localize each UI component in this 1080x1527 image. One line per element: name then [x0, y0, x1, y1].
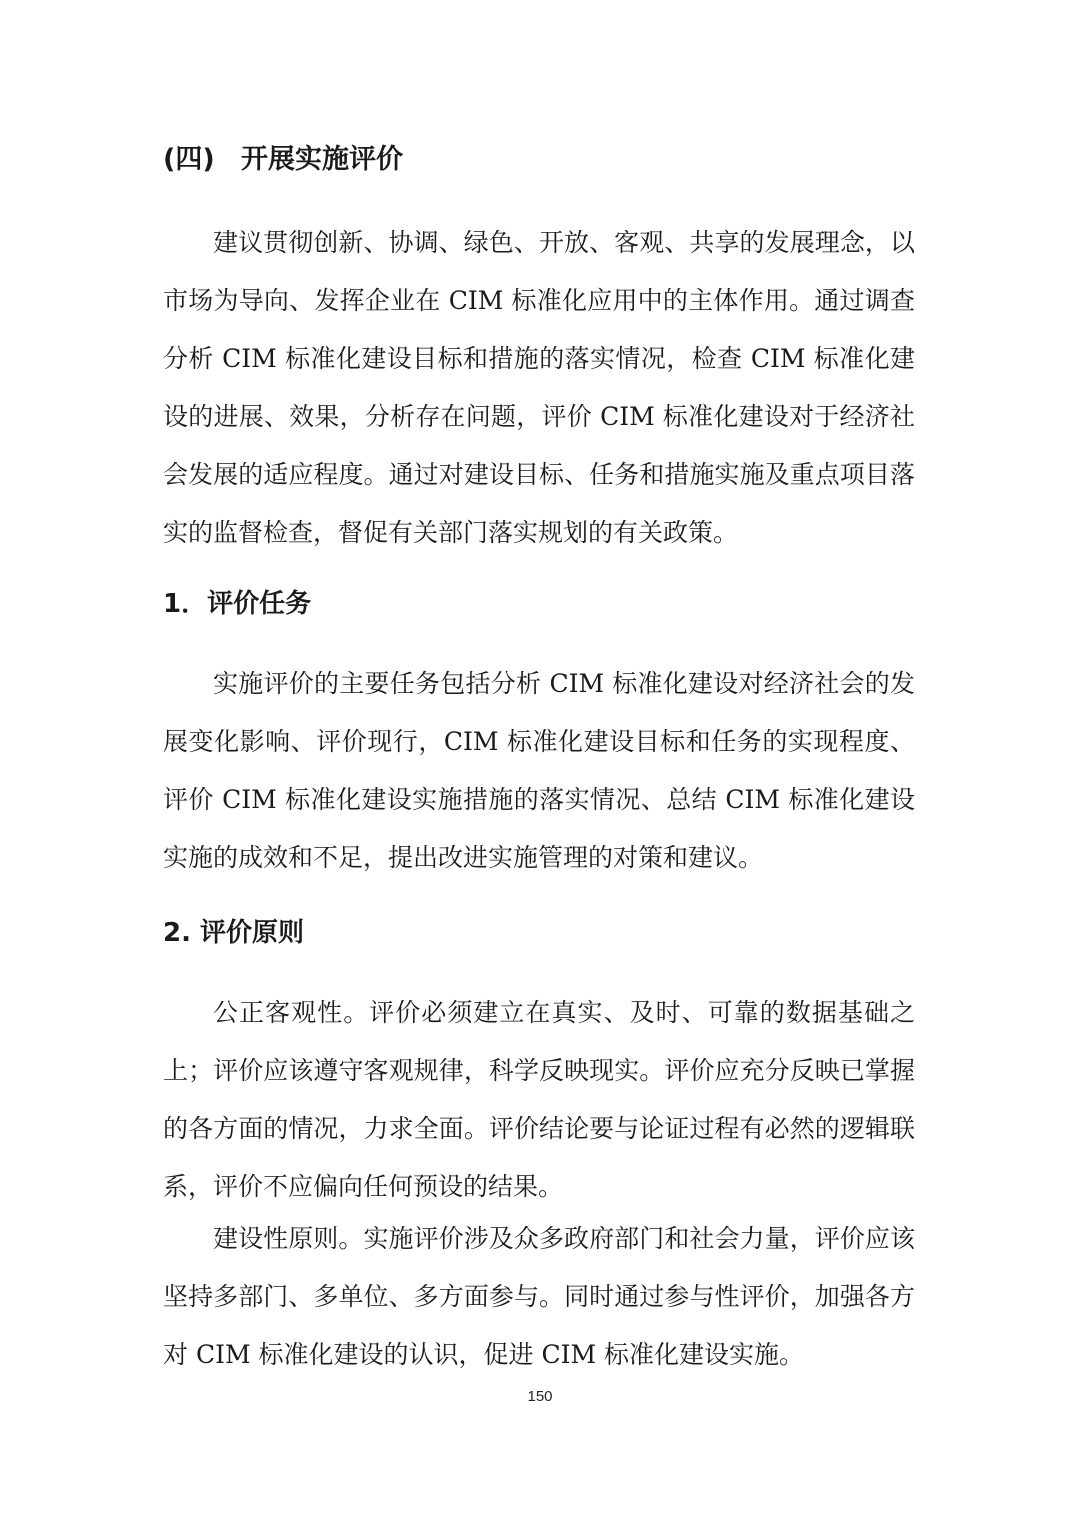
- constructive-principle-paragraph: 建设性原则。实施评价涉及众多政府部门和社会力量，评价应该坚持多部门、多单位、多方面参与。同时通过参与性评价，加强各方对 CIM 标准化建设的认识，促进 CIM 标准化建设实施。: [163, 1224, 915, 1369]
- section-label: (四): [163, 144, 215, 175]
- intro-paragraph: 建议贯彻创新、协调、绿色、开放、客观、共享的发展理念，以市场为导向、发挥企业在 CIM 标准化应用中的主体作用。通过调查分析 CIM 标准化建设目标和措施的落实情况，检查 CIM 标准化建设的进展、效果，分析存在问题，评价 CIM 标准化建设对于经济社会发展的适应程度。通过对建设目标、任务和措施实施及重点项目落实的监督检查，督促有关部门落实规划的有关政策。: [163, 228, 915, 547]
- page-number: 150: [527, 1388, 553, 1405]
- section-title: 开展实施评价: [241, 144, 403, 175]
- evaluation-tasks-paragraph: 实施评价的主要任务包括分析 CIM 标准化建设对经济社会的发展变化影响、评价现行，CIM 标准化建设目标和任务的实现程度、评价 CIM 标准化建设实施措施的落实情况、总结 CIM 标准化建设实施的成效和不足，提出改进实施管理的对策和建议。: [163, 669, 915, 872]
- subsection-heading-evaluation-principles: 2. 评价原则: [163, 918, 305, 948]
- section-heading: [163, 142, 923, 178]
- subsection-heading-evaluation-tasks: 1．评价任务: [163, 589, 312, 619]
- objectivity-principle-paragraph: 公正客观性。评价必须建立在真实、及时、可靠的数据基础之上；评价应该遵守客观规律，科学反映现实。评价应充分反映已掌握的各方面的情况，力求全面。评价结论要与论证过程有必然的逻辑联系，评价不应偏向任何预设的结果。: [163, 998, 915, 1201]
